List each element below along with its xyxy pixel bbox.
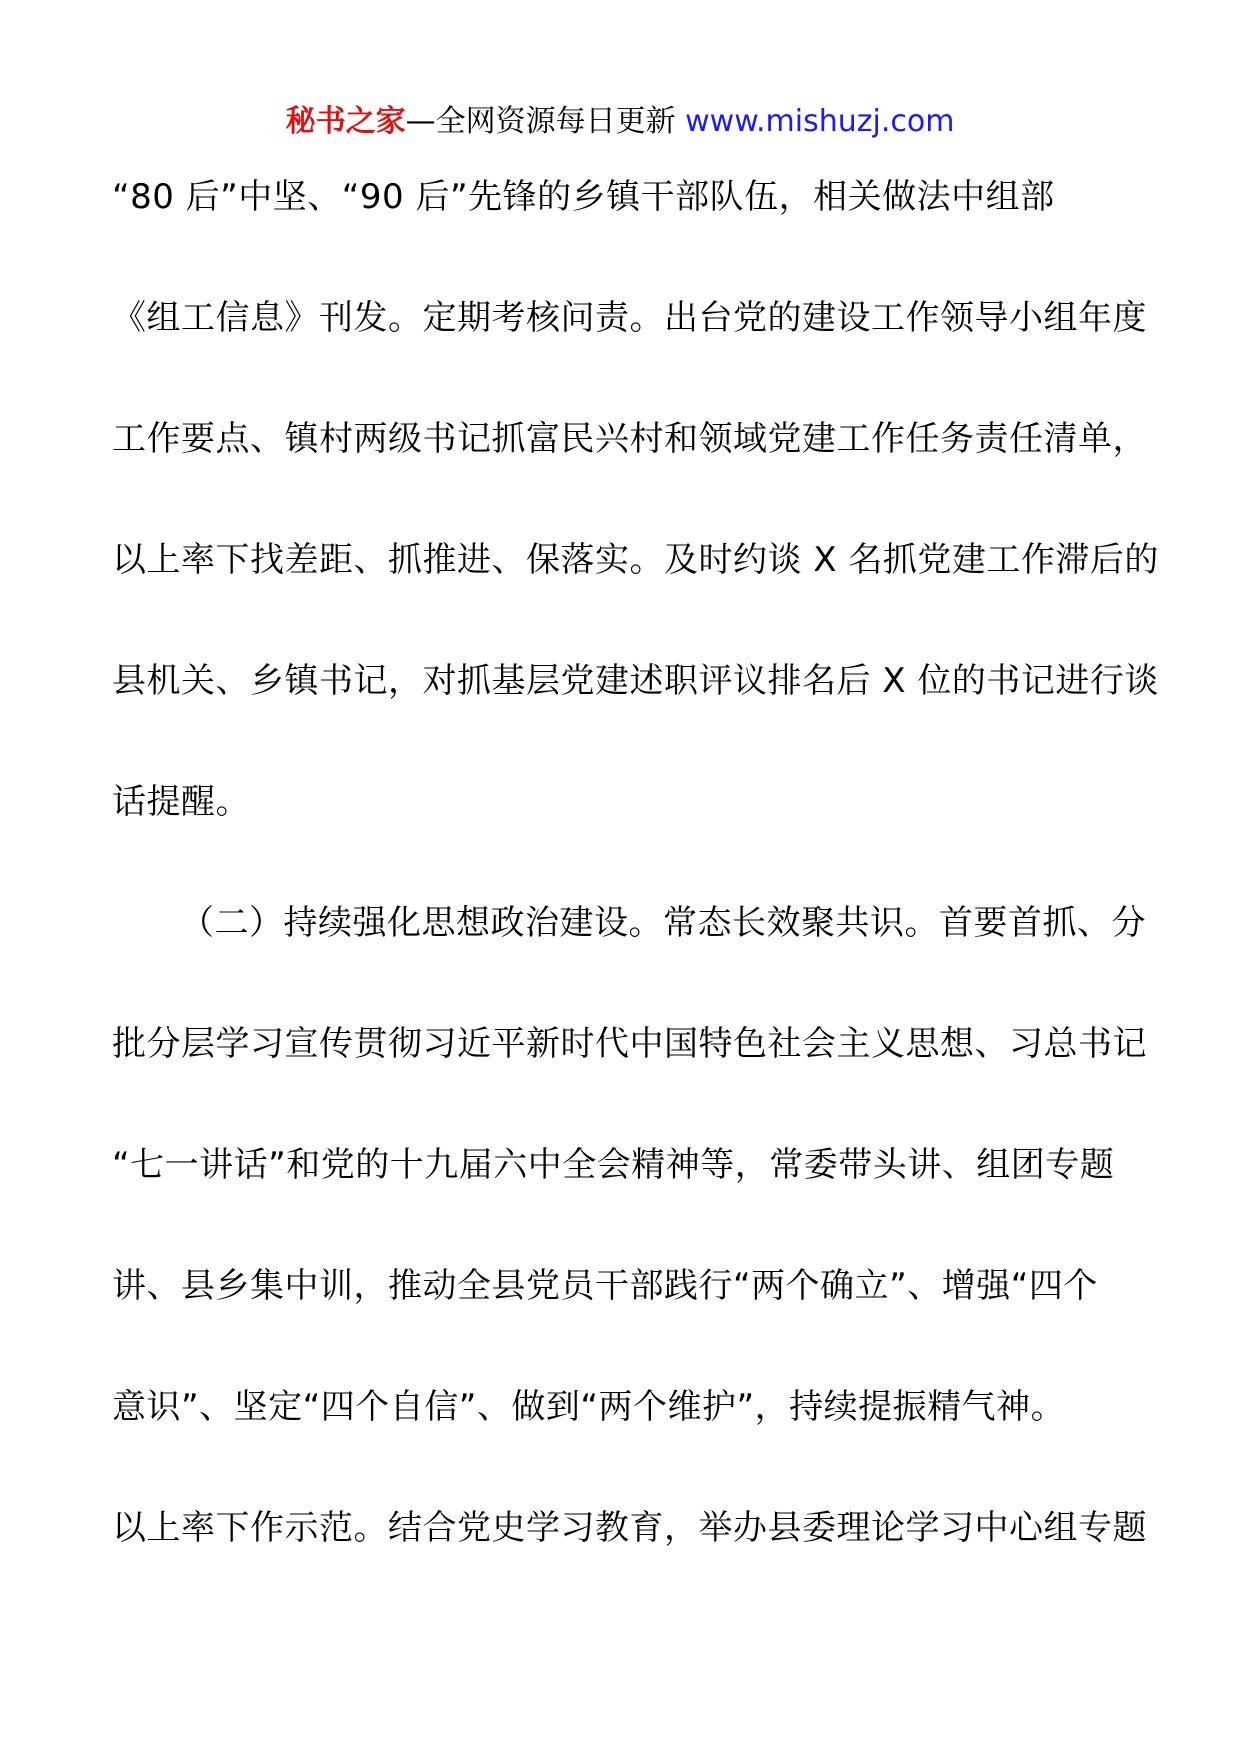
header-url[interactable]: www.mishuzj.com [685, 104, 955, 139]
paragraph-line: 意识”、坚定“四个自信”、做到“两个维护”，持续提振精气神。 [112, 1387, 1066, 1427]
document-body [112, 166, 1159, 1618]
paragraph-line: 《组工信息》刊发。定期考核问责。出台党的建设工作领导小组年度 [112, 298, 1147, 338]
paragraph-line: 批分层学习宣传贯彻习近平新时代中国特色社会主义思想、习总书记 [112, 1024, 1147, 1064]
paragraph-line: “80 后”中坚、“90 后”先锋的乡镇干部队伍，相关做法中组部 [112, 177, 1055, 217]
paragraph-line: 以上率下找差距、抓推进、保落实。及时约谈 X 名抓党建工作滞后的 [112, 540, 1159, 580]
page-header [0, 102, 1240, 142]
paragraph-line: 工作要点、镇村两级书记抓富民兴村和领域党建工作任务责任清单， [112, 419, 1147, 459]
paragraph-line: 以上率下作示范。结合党史学习教育，举办县委理论学习中心组专题 [112, 1508, 1147, 1548]
paragraph-line: “七一讲话”和党的十九届六中全会精神等，常委带头讲、组团专题 [112, 1145, 1115, 1185]
paragraph-line: 县机关、乡镇书记，对抓基层党建述职评议排名后 X 位的书记进行谈 [112, 661, 1159, 701]
section-heading-line: （二）持续强化思想政治建设。常态长效聚共识。首要首抓、分 [180, 903, 1146, 943]
header-brand: 秘书之家 [285, 104, 406, 139]
header-tagline: —全网资源每日更新 [405, 104, 686, 139]
paragraph-line: 话提醒。 [112, 782, 250, 822]
paragraph-line: 讲、县乡集中训，推动全县党员干部践行“两个确立”、增强“四个 [112, 1266, 1098, 1306]
